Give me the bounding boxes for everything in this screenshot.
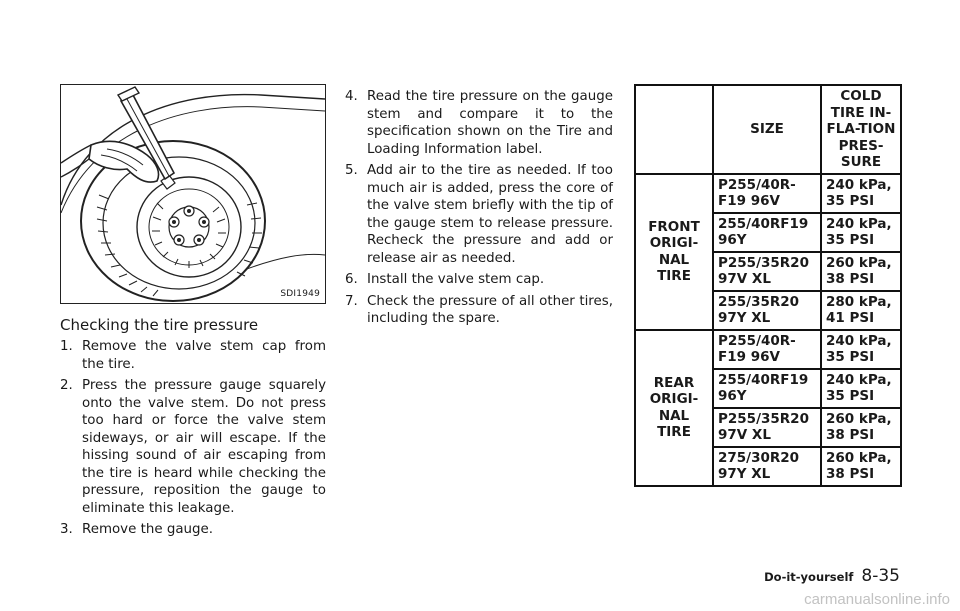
tire-size-cell: 255/35R20 97Y XL (713, 291, 821, 330)
step-number: 7. (345, 293, 358, 309)
page-number: 8-35 (861, 566, 900, 586)
step-text: Add air to the tire as needed. If too much air is added, press the core of the valve stem briefly with the tip of the gauge stem to release pressure. Recheck the pressure and add or release air as needed. (367, 163, 613, 266)
tire-gauge-illustration (60, 84, 326, 304)
footer-section-name: Do-it-yourself (764, 570, 854, 584)
tire-pressure-cell: 280 kPa, 41 PSI (821, 291, 901, 330)
tire-pressure-table-container (634, 84, 900, 487)
tire-size-cell: P255/40R-F19 96V (713, 174, 821, 213)
tire-size-cell: P255/35R20 97V XL (713, 408, 821, 447)
tire-group-label: FRONT ORIGI-NAL TIRE (635, 174, 713, 330)
header-size: SIZE (713, 85, 821, 174)
tire-size-cell: 275/30R20 97Y XL (713, 447, 821, 486)
step-number: 6. (345, 272, 358, 287)
table-row (635, 330, 901, 369)
tire-pressure-cell: 260 kPa, 38 PSI (821, 252, 901, 291)
figure-id: SDI1949 (280, 289, 320, 299)
tire-size-cell: P255/35R20 97V XL (713, 252, 821, 291)
step-number: 2. (60, 378, 73, 393)
list-item (345, 162, 613, 267)
tire-size-cell: P255/40R-F19 96V (713, 330, 821, 369)
tire-pressure-cell: 240 kPa, 35 PSI (821, 174, 901, 213)
page-footer (764, 566, 900, 586)
header-group (635, 85, 713, 174)
step-number: 1. (60, 339, 73, 354)
tire-size-cell: 255/40RF19 96Y (713, 369, 821, 408)
table-row (635, 174, 901, 213)
steps-list-column-2 (345, 88, 613, 332)
step-text: Check the pressure of all other tires, including the spare. (367, 293, 613, 326)
section-title: Checking the tire pressure (60, 316, 259, 334)
list-item (345, 293, 613, 328)
step-number: 4. (345, 89, 358, 104)
tire-group-label: REAR ORIGI-NAL TIRE (635, 330, 713, 486)
steps-list-column-1 (60, 338, 326, 543)
tire-size-cell: 255/40RF19 96Y (713, 213, 821, 252)
watermark: carmanualsonline.info (804, 591, 950, 608)
tire-pressure-cell: 240 kPa, 35 PSI (821, 330, 901, 369)
step-number: 3. (60, 522, 73, 537)
header-pressure: COLD TIRE IN-FLA-TION PRES-SURE (821, 85, 901, 174)
tire-pressure-cell: 240 kPa, 35 PSI (821, 369, 901, 408)
step-number: 5. (345, 163, 358, 178)
step-text: Read the tire pressure on the gauge stem and compare it to the specification shown on the Tire and Loading Information label. (367, 89, 613, 157)
tire-pressure-table (634, 84, 902, 487)
list-item (60, 521, 326, 539)
list-item (60, 377, 326, 517)
step-text: Remove the valve stem cap from the tire. (82, 339, 326, 372)
tire-illustration-drawing (61, 85, 325, 303)
list-item (345, 271, 613, 289)
list-item (345, 88, 613, 158)
step-text: Install the valve stem cap. (367, 272, 545, 287)
step-text: Press the pressure gauge squarely onto the valve stem. Do not press too hard or force the valve stem sideways, or air will escape. If the hissing sound of air escaping from the tire is heard while checking the pressure, reposition the gauge to eliminate this leakage. (82, 378, 326, 516)
table-header-row (635, 85, 901, 174)
list-item (60, 338, 326, 373)
step-text: Remove the gauge. (82, 522, 214, 537)
tire-pressure-cell: 260 kPa, 38 PSI (821, 447, 901, 486)
tire-pressure-cell: 260 kPa, 38 PSI (821, 408, 901, 447)
tire-pressure-cell: 240 kPa, 35 PSI (821, 213, 901, 252)
